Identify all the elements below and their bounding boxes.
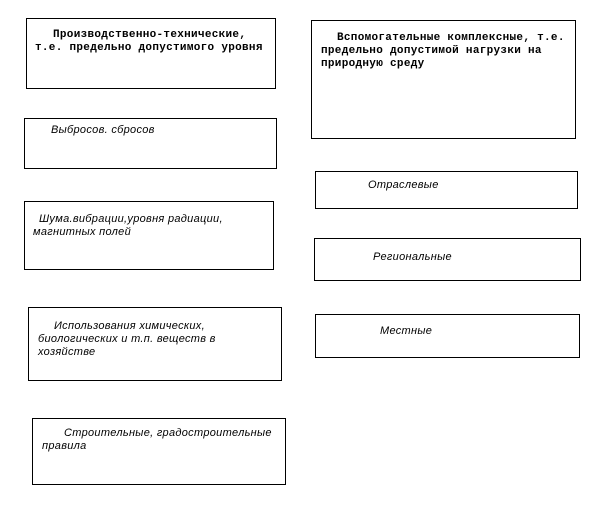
local-label: Местные <box>380 325 433 337</box>
production-technical-label: Производственно-технические, т.е. предельно допустимого уровня <box>35 29 263 54</box>
chemical-biological-use-label: Использования химических, биологических и т.п. веществ в хозяйстве <box>38 320 220 358</box>
construction-rules-box <box>32 418 286 485</box>
emissions-discharges-box <box>24 118 277 169</box>
sectoral-label: Отраслевые <box>368 179 439 191</box>
auxiliary-complex-box <box>311 20 576 139</box>
regional-label: Региональные <box>373 251 452 263</box>
production-technical-box <box>26 18 276 89</box>
sectoral-box <box>315 171 578 209</box>
chemical-biological-use-box <box>28 307 282 381</box>
construction-rules-label: Строительные, градостроительные правила <box>42 427 276 452</box>
noise-vibration-radiation-box <box>24 201 274 270</box>
auxiliary-complex-label: Вспомогательные комплексные, т.е. предельно допустимой нагрузки на природную среду <box>321 32 572 70</box>
emissions-discharges-label: Выбросов. сбросов <box>51 124 155 136</box>
local-box <box>315 314 580 358</box>
noise-vibration-radiation-label: Шума.вибрации,уровня радиации, магнитных полей <box>33 213 227 238</box>
regional-box <box>314 238 581 281</box>
